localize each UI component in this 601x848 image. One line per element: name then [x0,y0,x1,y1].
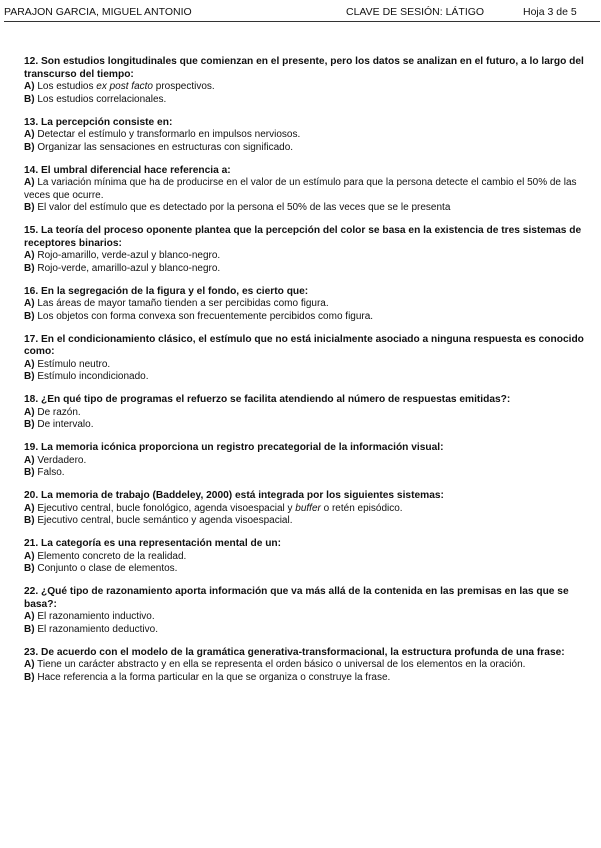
option-letter: A) [24,298,35,309]
option-b[interactable] [24,419,590,432]
option-letter: A) [24,81,35,92]
question-16 [24,286,590,324]
question-19 [24,442,590,480]
option-text: Las áreas de mayor tamaño tienden a ser percibidas como figura. [37,298,329,309]
option-italic: buffer [295,502,321,514]
option-a[interactable] [24,359,590,372]
question-23 [24,647,590,685]
question-list [24,56,590,695]
question-title: 14. El umbral diferencial hace referencia a: [24,164,231,176]
option-a[interactable] [24,129,590,142]
page-number: Hoja 3 de 5 [523,6,577,18]
question-title: 17. En el condicionamiento clásico, el estímulo que no está inicialmente asociado a ninguna respuesta es conocido como: [24,333,584,357]
question-title: 23. De acuerdo con el modelo de la gramática generativa-transformacional, la estructura profunda de una frase: [24,646,565,658]
option-italic: ex post facto [96,81,153,92]
option-b[interactable] [24,202,590,215]
question-12 [24,56,590,106]
option-letter: A) [24,406,35,418]
option-letter: B) [24,262,35,274]
option-letter: A) [24,358,35,370]
option-letter: B) [24,467,35,478]
option-text: Organizar las sensaciones en estructuras con significado. [37,141,294,153]
option-text: De intervalo. [37,419,94,430]
option-b[interactable] [24,672,590,685]
option-text: Estímulo incondicionado. [37,371,149,382]
option-text: Estímulo neutro. [37,358,111,370]
option-letter: B) [24,310,35,322]
option-text: El razonamiento inductivo. [37,611,155,622]
option-a[interactable] [24,298,590,311]
option-letter: A) [24,454,35,466]
option-text: Falso. [37,467,65,478]
option-b[interactable] [24,624,590,637]
option-letter: B) [24,371,35,382]
question-18 [24,394,590,432]
option-text: El valor del estímulo que es detectado por la persona el 50% de las veces que se le presenta [37,202,451,213]
option-a[interactable] [24,551,590,564]
option-letter: B) [24,563,35,574]
question-title: 22. ¿Qué tipo de razonamiento aporta información que va más allá de la contenida en las premisas en las que se basa?: [24,586,569,610]
option-text: Los estudios correlacionales. [37,93,167,105]
option-b[interactable] [24,311,590,324]
option-text: Los estudios [37,81,94,92]
option-text: Rojo-amarillo, verde-azul y blanco-negro. [37,250,221,261]
question-13 [24,117,590,155]
question-title: 13. La percepción consiste en: [24,116,173,128]
option-b[interactable] [24,515,590,528]
option-b[interactable] [24,371,590,384]
option-text: Verdadero. [37,454,87,466]
session-key: CLAVE DE SESIÓN: LÁTIGO [346,6,485,18]
option-letter: A) [24,250,35,261]
option-text: La variación mínima que ha de producirse en el valor de un estímulo para que la persona detecte el cambio el 50% de las veces que ocurre. [24,177,577,201]
option-a[interactable] [24,455,590,468]
option-a[interactable] [24,503,590,516]
option-a[interactable] [24,407,590,420]
option-letter: A) [24,129,35,140]
option-a[interactable] [24,659,590,672]
option-letter: A) [24,550,35,562]
option-text: Hace referencia a la forma particular en la que se organiza o construye la frase. [37,671,391,683]
option-a[interactable] [24,611,590,624]
option-b[interactable] [24,563,590,576]
page-header [0,4,601,22]
option-text: Detectar el estímulo y transformarlo en impulsos nerviosos. [37,129,301,140]
question-title: 16. En la segregación de la figura y el fondo, es cierto que: [24,285,309,297]
question-15 [24,225,590,275]
option-text: Los objetos con forma convexa son frecuentemente percibidos como figura. [37,310,374,322]
option-letter: B) [24,141,35,153]
option-text: Ejecutivo central, bucle semántico y agenda visoespacial. [37,515,293,526]
question-22 [24,586,590,636]
option-text: Conjunto o clase de elementos. [37,563,178,574]
question-title: 15. La teoría del proceso oponente plantea que la percepción del color se basa en la existencia de tres sistemas de receptores binarios: [24,225,582,249]
option-b[interactable] [24,94,590,107]
option-text: De razón. [37,406,81,418]
option-a[interactable] [24,177,590,202]
option-text-end: o retén episódico. [323,502,403,514]
option-letter: B) [24,671,35,683]
question-title: 21. La categoría es una representación mental de un: [24,538,282,549]
question-14 [24,165,590,215]
option-text: Rojo-verde, amarillo-azul y blanco-negro. [37,262,221,274]
option-text: El razonamiento deductivo. [37,623,158,635]
option-b[interactable] [24,142,590,155]
option-a[interactable] [24,250,590,263]
option-text: Tiene un carácter abstracto y en ella se representa el orden básico o universal de los elementos en la oración. [37,659,526,670]
question-title: 20. La memoria de trabajo (Baddeley, 2000) está integrada por los siguientes sistemas: [24,490,444,501]
question-title: 19. La memoria icónica proporciona un registro precategorial de la información visual: [24,442,444,453]
question-21 [24,538,590,576]
option-text-end: prospectivos. [155,81,215,92]
option-letter: A) [24,177,35,188]
option-letter: B) [24,623,35,635]
option-text: Ejecutivo central, bucle fonológico, agenda visoespacial y [37,502,293,514]
option-b[interactable] [24,467,590,480]
option-b[interactable] [24,263,590,276]
option-letter: B) [24,419,35,430]
option-letter: A) [24,659,35,670]
question-20 [24,490,590,528]
question-title: 12. Son estudios longitudinales que comienzan en el presente, pero los datos se analizan en el futuro, a lo largo del transcurso del tiempo: [24,56,584,80]
option-a[interactable] [24,81,590,94]
option-text: Elemento concreto de la realidad. [37,550,187,562]
student-name: PARAJON GARCIA, MIGUEL ANTONIO [4,6,192,18]
option-letter: B) [24,515,35,526]
option-letter: B) [24,93,35,105]
question-title: 18. ¿En qué tipo de programas el refuerzo se facilita atendiendo al número de respuestas emitidas?: [24,394,511,405]
option-letter: A) [24,502,35,514]
question-17 [24,334,590,384]
header-rule [4,21,600,22]
option-letter: B) [24,202,35,213]
option-letter: A) [24,611,35,622]
